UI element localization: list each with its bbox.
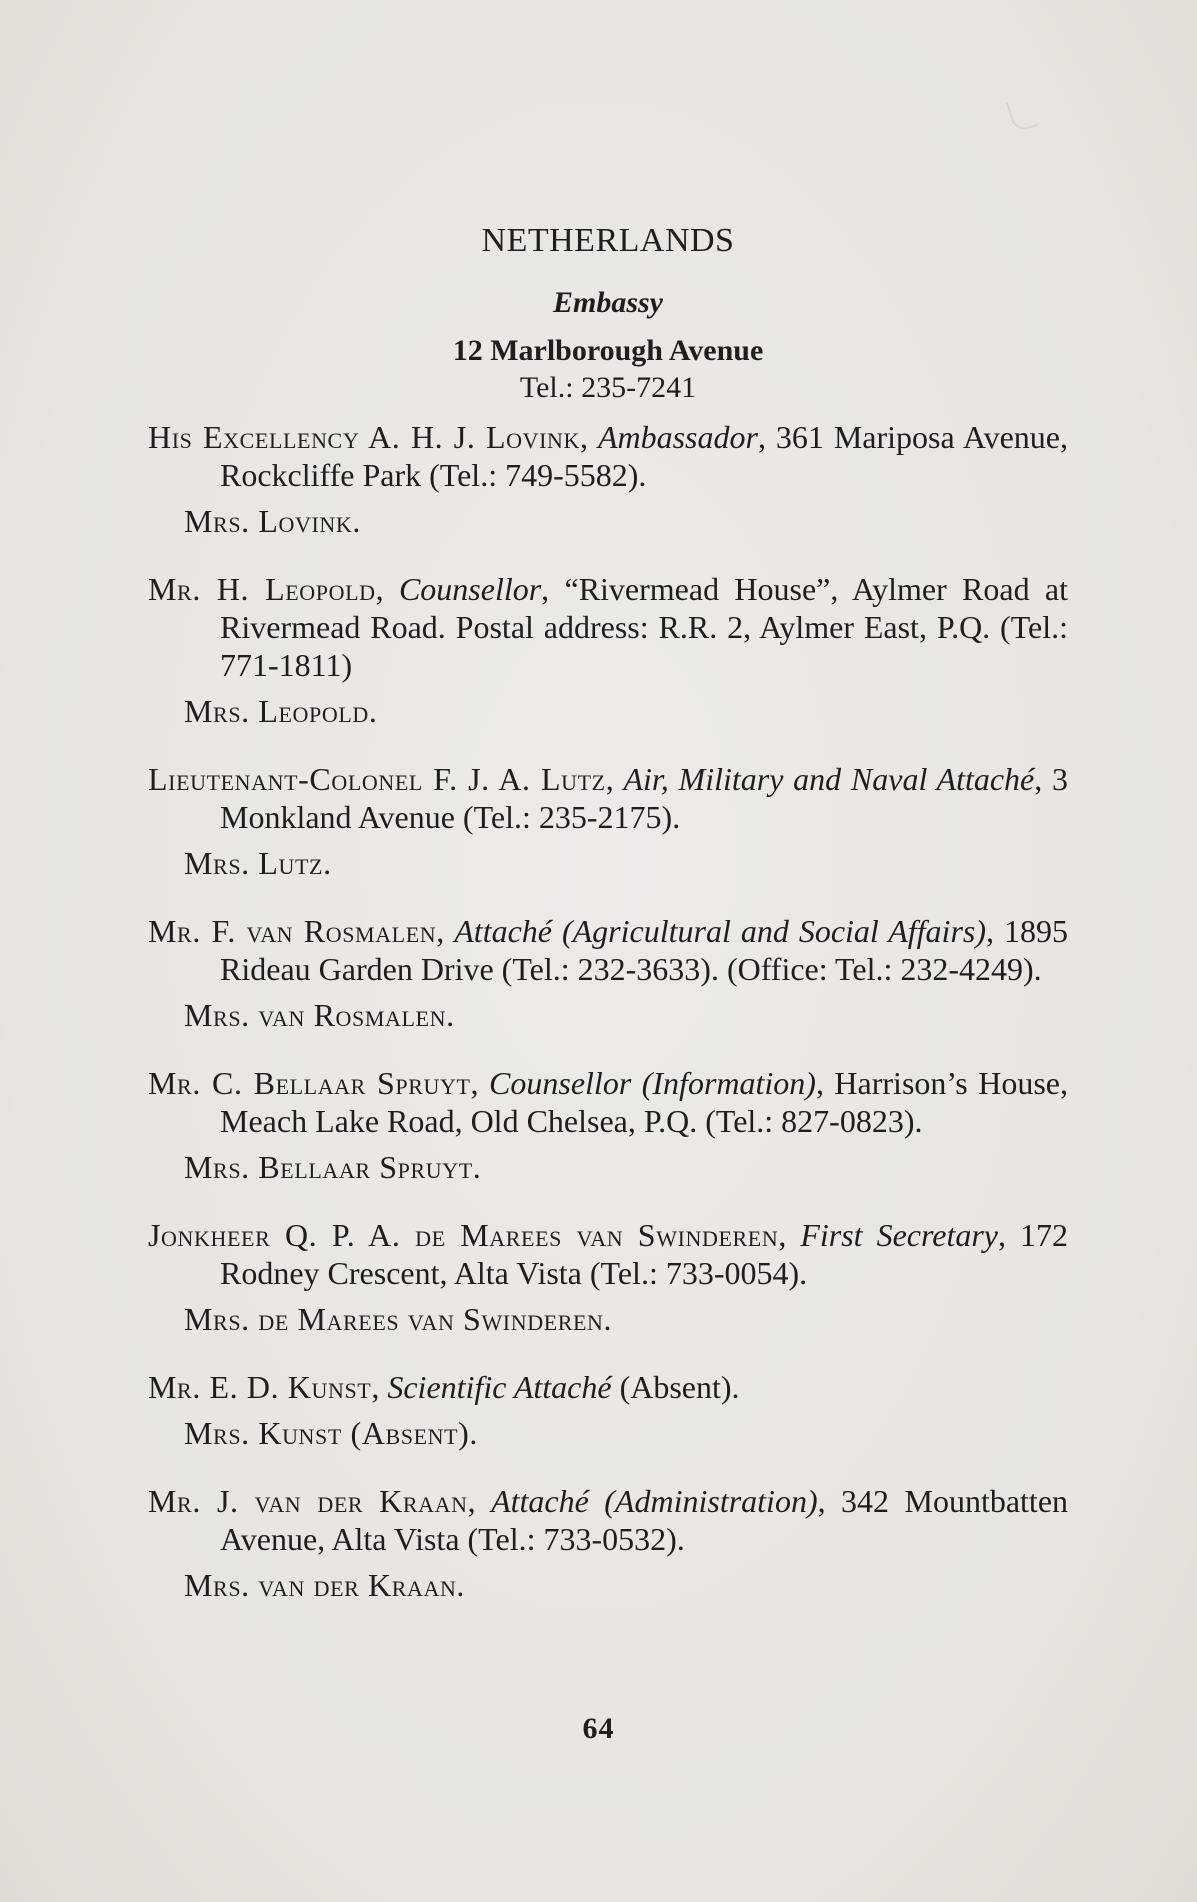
staff-name: Mr. H. Leopold [148, 571, 376, 607]
staff-title: First Secretary [800, 1217, 998, 1253]
staff-title: Scientific Attaché [387, 1369, 612, 1405]
spouse-name: Mrs. van Rosmalen. [184, 997, 455, 1033]
staff-details: , 342 Mountbatten Avenue, Alta Vista (Tel.: 733-0532). [220, 1483, 1069, 1557]
spouse-name: Mrs. Lovink. [184, 503, 361, 539]
staff-name: Mr. F. van Rosmalen [148, 913, 437, 949]
page-content [148, 222, 1068, 1634]
staff-details: (Absent). [611, 1369, 740, 1405]
staff-list [148, 418, 1068, 1604]
staff-details: , 3 Monkland Avenue (Tel.: 235-2175). [220, 761, 1069, 835]
staff-member: Mr. H. Leopold, Counsellor, “Rivermead House”, Aylmer Road at Rivermead Road. Postal address: R.R. 2, Aylmer East, P.Q. (Tel.: 771-1811) [148, 571, 1069, 683]
section-label: Embassy [552, 286, 663, 319]
staff-name: Jonkheer Q. P. A. de Marees van Swinderen [148, 1217, 779, 1253]
spouse-name: Mrs. Kunst (Absent). [184, 1415, 479, 1451]
staff-entry [148, 1482, 1068, 1604]
staff-member: Mr. J. van der Kraan, Attaché (Administration), 342 Mountbatten Avenue, Alta Vista (Tel.: 733-0532). [148, 1483, 1069, 1557]
pencil-mark [1006, 95, 1039, 133]
staff-title: Counsellor (Information) [489, 1065, 816, 1101]
staff-name: Mr. C. Bellaar Spruyt [148, 1065, 471, 1101]
staff-title: Attaché (Administration) [491, 1483, 818, 1519]
staff-name: Mr. E. D. Kunst [148, 1369, 372, 1405]
staff-member: Jonkheer Q. P. A. de Marees van Swinderen, First Secretary, 172 Rodney Crescent, Alta Vista (Tel.: 733-0054). [148, 1217, 1069, 1291]
embassy-street-address: 12 Marlborough Avenue [452, 334, 764, 367]
staff-member: Mr. F. van Rosmalen, Attaché (Agricultural and Social Affairs), 1895 Rideau Garden Drive (Tel.: 232-3633). (Office: Tel.: 232-4249). [148, 913, 1069, 987]
spouse-name: Mrs. de Marees van Swinderen. [184, 1301, 613, 1337]
country-heading: NETHERLANDS [481, 222, 735, 259]
staff-title: Air, Military and Naval Attaché [623, 761, 1035, 797]
staff-entry [148, 1216, 1068, 1338]
spouse-name: Mrs. van der Kraan. [184, 1567, 466, 1603]
staff-member: Lieutenant-Colonel F. J. A. Lutz, Air, Military and Naval Attaché, 3 Monkland Avenue (Tel.: 235-2175). [148, 761, 1069, 835]
spouse-name: Mrs. Leopold. [184, 693, 378, 729]
staff-name: Mr. J. van der Kraan [148, 1483, 468, 1519]
staff-entry [148, 1368, 1068, 1452]
staff-title: Counsellor [398, 571, 542, 607]
staff-title: Ambassador [597, 419, 758, 455]
staff-name: Lieutenant-Colonel F. J. A. Lutz [148, 761, 606, 797]
staff-name: His Excellency A. H. J. Lovink [148, 419, 580, 455]
staff-entry [148, 418, 1068, 540]
staff-member: Mr. C. Bellaar Spruyt, Counsellor (Information), Harrison’s House, Meach Lake Road, Old Chelsea, P.Q. (Tel.: 827-0823). [148, 1065, 1068, 1139]
staff-details: , 361 Mariposa Avenue, Rockcliffe Park (Tel.: 749-5582). [220, 419, 1068, 493]
staff-details: , 172 Rodney Crescent, Alta Vista (Tel.: 733-0054). [220, 1217, 1069, 1291]
page-number: 64 [582, 1712, 615, 1745]
embassy-telephone: Tel.: 235-7241 [519, 371, 697, 404]
staff-details: , “Rivermead House”, Aylmer Road at Rivermead Road. Postal address: R.R. 2, Aylmer East, P.Q. (Tel.: 771-1811) [220, 571, 1069, 683]
spouse-name: Mrs. Bellaar Spruyt. [184, 1149, 482, 1185]
staff-member: Mr. E. D. Kunst, Scientific Attaché (Absent). [148, 1369, 740, 1405]
staff-entry [148, 760, 1068, 882]
staff-member: His Excellency A. H. J. Lovink, Ambassador, 361 Mariposa Avenue, Rockcliffe Park (Tel.: 749-5582). [148, 419, 1068, 493]
spouse-name: Mrs. Lutz. [184, 845, 332, 881]
staff-entry [148, 912, 1068, 1034]
staff-details: , 1895 Rideau Garden Drive (Tel.: 232-3633). (Office: Tel.: 232-4249). [220, 913, 1069, 987]
staff-title: Attaché (Agricultural and Social Affairs) [454, 913, 987, 949]
staff-entry [148, 570, 1068, 730]
staff-entry [148, 1064, 1068, 1186]
staff-details: , Harrison’s House, Meach Lake Road, Old Chelsea, P.Q. (Tel.: 827-0823). [220, 1065, 1068, 1139]
